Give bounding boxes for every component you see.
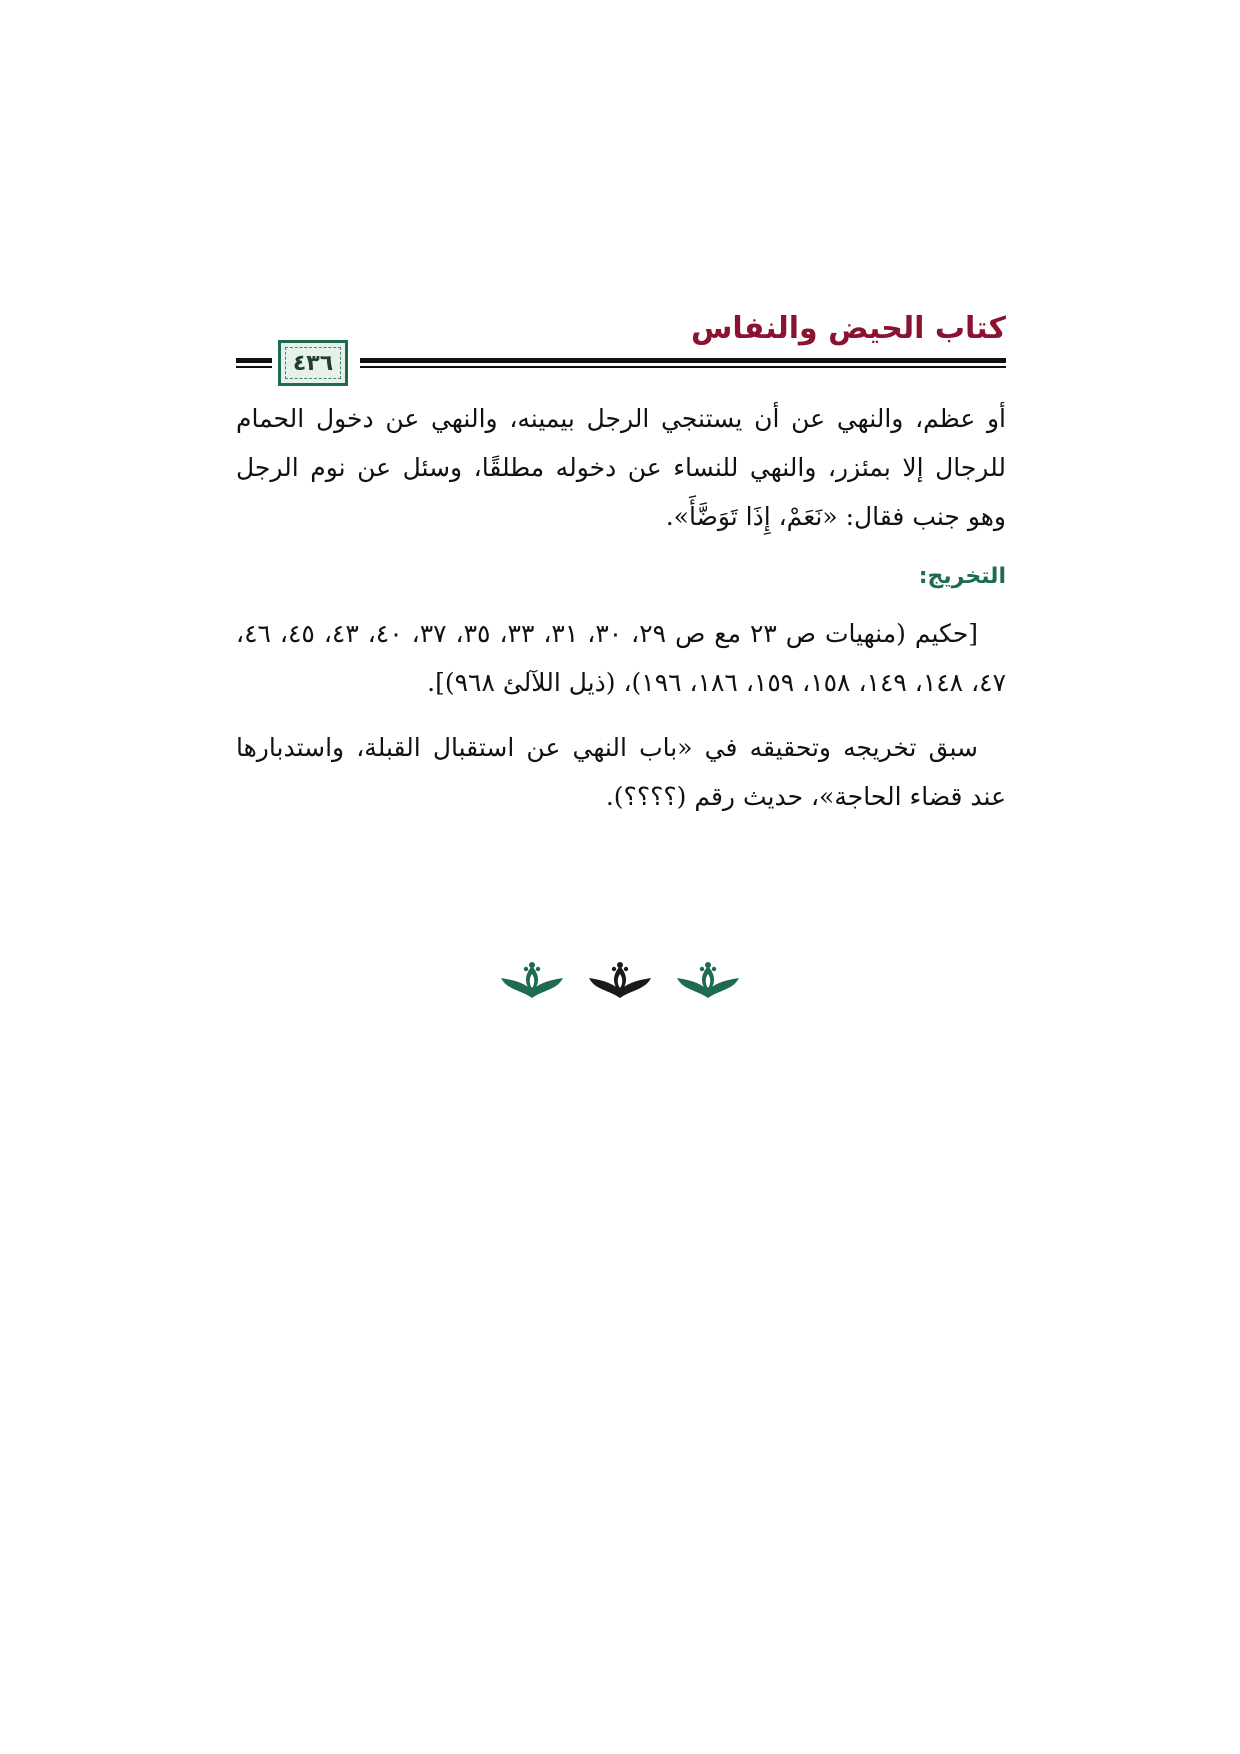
flower-ornament-icon xyxy=(675,960,741,1000)
flower-ornament-icon xyxy=(499,960,565,1000)
header-rule-left-thick xyxy=(236,358,272,363)
page-header xyxy=(236,300,1006,386)
section-heading-takhrij: التخريج: xyxy=(918,564,1006,589)
header-rule-left-thin xyxy=(236,366,272,368)
page-number: ٤٣٦ xyxy=(292,350,334,376)
header-rule-thin xyxy=(360,366,1006,368)
book-page xyxy=(236,300,1006,821)
body-paragraph-2: [حكيم (منهيات ص ٢٣ مع ص ٢٩، ٣٠، ٣١، ٣٣، ٣٥، ٣٧، ٤٠، ٤٣، ٤٥، ٤٦، ٤٧، ١٤٨، ١٤٩، ١٥٨، ١٥٩، ١٨٦، ١٩٦)، (ذيل اللآلئ ٩٦٨)]. xyxy=(236,619,1006,697)
header-rule-left xyxy=(236,358,272,368)
header-rule-thick xyxy=(360,358,1006,363)
section-end-ornament xyxy=(0,960,1240,1000)
flower-ornament-icon xyxy=(587,960,653,1000)
body-paragraph-3: سبق تخريجه وتحقيقه في «باب النهي عن استقبال القبلة، واستدبارها عند قضاء الحاجة»، حديث رقم (؟؟؟؟). xyxy=(236,733,1006,811)
page-number-badge xyxy=(278,340,348,386)
body-paragraph-1: أو عظم، والنهي عن أن يستنجي الرجل بيمينه، والنهي عن دخول الحمام للرجال إلا بمئزر، والنهي للنساء عن دخوله مطلقًا، وسئل عن نوم الرجل وهو جنب فقال: «نَعَمْ، إِذَا تَوَضَّأَ». xyxy=(236,404,1006,531)
book-title: كتاب الحيض والنفاس xyxy=(690,311,1006,346)
header-rule xyxy=(360,358,1006,368)
